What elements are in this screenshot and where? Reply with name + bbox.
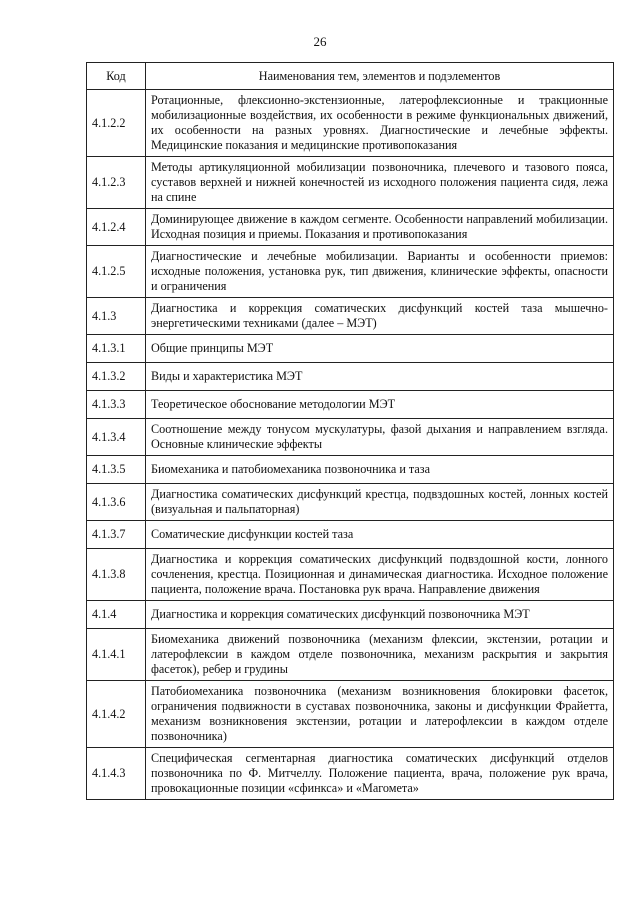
header-name: Наименования тем, элементов и подэлементов	[146, 63, 614, 90]
row-code: 4.1.4.2	[87, 681, 146, 748]
row-code: 4.1.3	[87, 298, 146, 335]
curriculum-table	[86, 62, 614, 800]
row-text: Соматические дисфункции костей таза	[146, 521, 614, 549]
table-row	[87, 549, 614, 601]
row-text: Доминирующее движение в каждом сегменте. Особенности направлений мобилизации. Исходная позиция и приемы. Показания и противопоказания	[146, 209, 614, 246]
row-code: 4.1.3.5	[87, 456, 146, 484]
row-text: Диагностические и лечебные мобилизации. Варианты и особенности приемов: исходные положения, установка рук, тип движения, клинические эффекты, опасности и ограничения	[146, 246, 614, 298]
row-code: 4.1.3.1	[87, 335, 146, 363]
row-text: Соотношение между тонусом мускулатуры, фазой дыхания и направлением взгляда. Основные клинические эффекты	[146, 419, 614, 456]
row-code: 4.1.4	[87, 601, 146, 629]
row-text: Виды и характеристика МЭТ	[146, 363, 614, 391]
row-text: Диагностика и коррекция соматических дисфункций подвздошной кости, лонного сочленения, крестца. Позиционная и динамическая диагностика. Исходное положение пациента, положение врача. Постановка рук врача. Направление движения	[146, 549, 614, 601]
table-row	[87, 456, 614, 484]
row-code: 4.1.2.2	[87, 90, 146, 157]
row-text: Методы артикуляционной мобилизации позвоночника, плечевого и тазового пояса, суставов верхней и нижней конечностей из исходного положения пациента сидя, лежа на спине	[146, 157, 614, 209]
row-code: 4.1.3.8	[87, 549, 146, 601]
table-row	[87, 484, 614, 521]
table-row	[87, 209, 614, 246]
table-row	[87, 363, 614, 391]
row-text: Биомеханика движений позвоночника (механизм флексии, экстензии, ротации и латерофлексии в каждом отделе позвоночника, механизм раскрытия и закрытия фасеток), ребер и грудины	[146, 629, 614, 681]
row-code: 4.1.2.5	[87, 246, 146, 298]
table-row	[87, 521, 614, 549]
row-code: 4.1.2.3	[87, 157, 146, 209]
header-code: Код	[87, 63, 146, 90]
table-row	[87, 246, 614, 298]
row-text: Общие принципы МЭТ	[146, 335, 614, 363]
row-code: 4.1.3.6	[87, 484, 146, 521]
page-number: 26	[313, 34, 327, 49]
row-code: 4.1.4.3	[87, 748, 146, 800]
row-code: 4.1.3.3	[87, 391, 146, 419]
row-text: Специфическая сегментарная диагностика соматических дисфункций отделов позвоночника по Ф. Митчеллу. Положение пациента, врача, положение рук врача, провокационные позиции «сфинкса» и «Магомета»	[146, 748, 614, 800]
table-row	[87, 748, 614, 800]
row-text: Диагностика и коррекция соматических дисфункций костей таза мышечно-энергетическими техниками (далее – МЭТ)	[146, 298, 614, 335]
table-row	[87, 335, 614, 363]
row-text: Ротационные, флексионно-экстензионные, латерофлексионные и тракционные мобилизационные воздействия, их особенности в режиме функциональных движений, их особенности на разных уровнях. Диагностические и лечебные эффекты. Медицинские показания и медицинские противопоказания	[146, 90, 614, 157]
row-text: Биомеханика и патобиомеханика позвоночника и таза	[146, 456, 614, 484]
row-code: 4.1.2.4	[87, 209, 146, 246]
row-text: Патобиомеханика позвоночника (механизм возникновения блокировки фасеток, ограничения подвижности в суставах позвоночника, законы и дисфункции Фрайетта, механизм возникновения экстензии, ротации и латерофлексии в каждом отделе позвоночника)	[146, 681, 614, 748]
row-text: Диагностика и коррекция соматических дисфункций позвоночника МЭТ	[146, 601, 614, 629]
table-row	[87, 391, 614, 419]
table-row	[87, 298, 614, 335]
row-code: 4.1.3.7	[87, 521, 146, 549]
row-code: 4.1.3.2	[87, 363, 146, 391]
table-header-row	[87, 63, 614, 90]
row-text: Диагностика соматических дисфункций крестца, подвздошных костей, лонных костей (визуальная и пальпаторная)	[146, 484, 614, 521]
row-code: 4.1.4.1	[87, 629, 146, 681]
table-row	[87, 629, 614, 681]
table-row	[87, 601, 614, 629]
row-text: Теоретическое обоснование методологии МЭТ	[146, 391, 614, 419]
table-row	[87, 157, 614, 209]
row-code: 4.1.3.4	[87, 419, 146, 456]
table-row	[87, 419, 614, 456]
table-row	[87, 90, 614, 157]
table-row	[87, 681, 614, 748]
